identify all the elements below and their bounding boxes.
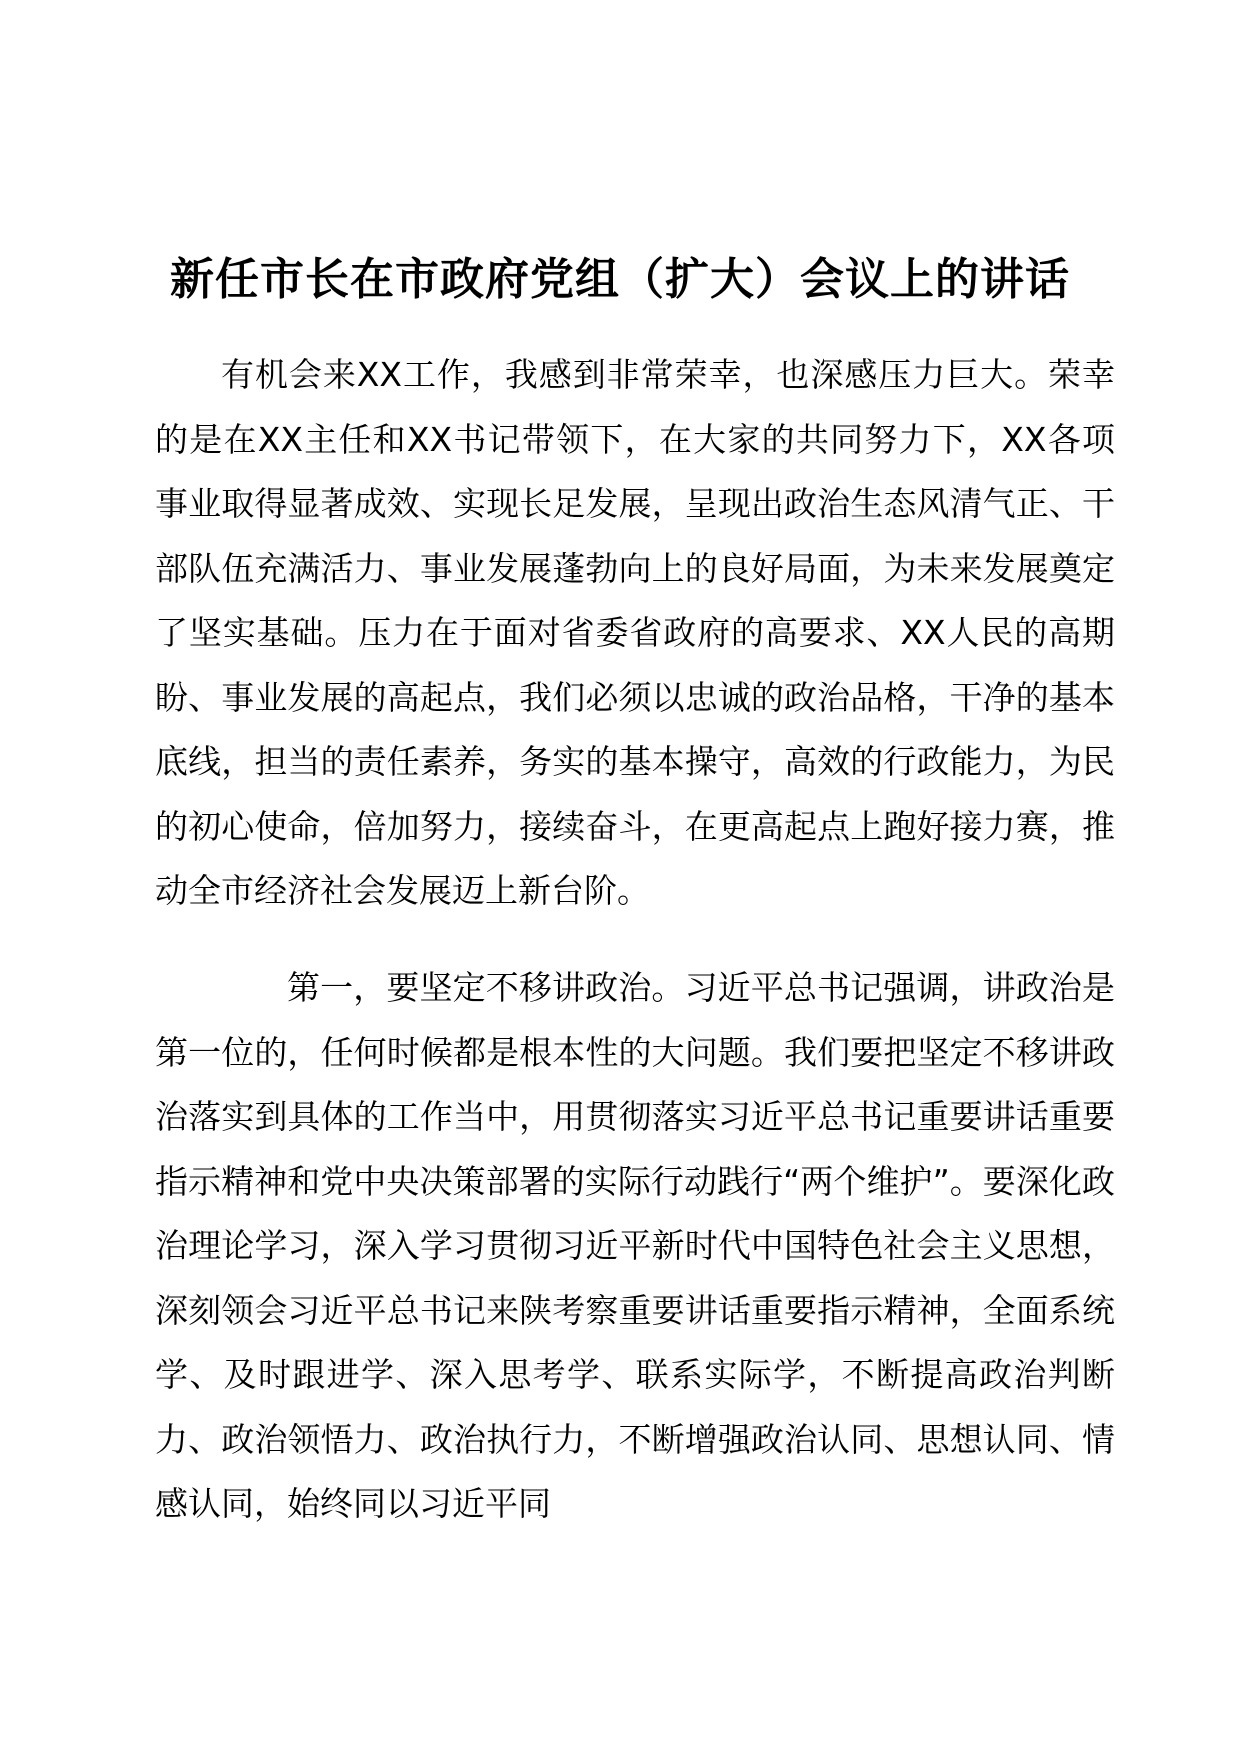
paragraph-intro: 有机会来XX工作，我感到非常荣幸，也深感压力巨大。荣幸的是在XX主任和XX书记带领下，在大家的共同努力下，XX各项事业取得显著成效、实现长足发展，呈现出政治生态风清气正、干部队伍充满活力、事业发展蓬勃向上的良好局面，为未来发展奠定了坚实基础。压力在于面对省委省政府的高要求、XX人民的高期盼、事业发展的高起点，我们必须以忠诚的政治品格，干净的基本底线，担当的责任素养，务实的基本操守，高效的行政能力，为民的初心使命，倍加努力，接续奋斗，在更高起点上跑好接力赛，推动全市经济社会发展迈上新台阶。 xyxy=(155,355,1115,910)
document-title: 新任市长在市政府党组（扩大）会议上的讲话 xyxy=(170,254,1070,305)
paragraph-point-one: 第一，要坚定不移讲政治。习近平总书记强调，讲政治是第一位的，任何时候都是根本性的大问题。我们要把坚定不移讲政治落实到具体的工作当中，用贯彻落实习近平总书记重要讲话重要指示精神和党中央决策部署的实际行动践行“两个维护”。要深化政治理论学习，深入学习贯彻习近平新时代中国特色社会主义思想，深刻领会习近平总书记来陕考察重要讲话重要指示精神，全面系统学、及时跟进学、深入思考学、联系实际学，不断提高政治判断力、政治领悟力、政治执行力，不断增强政治认同、思想认同、情感认同，始终同以习近平同 xyxy=(155,968,1115,1523)
